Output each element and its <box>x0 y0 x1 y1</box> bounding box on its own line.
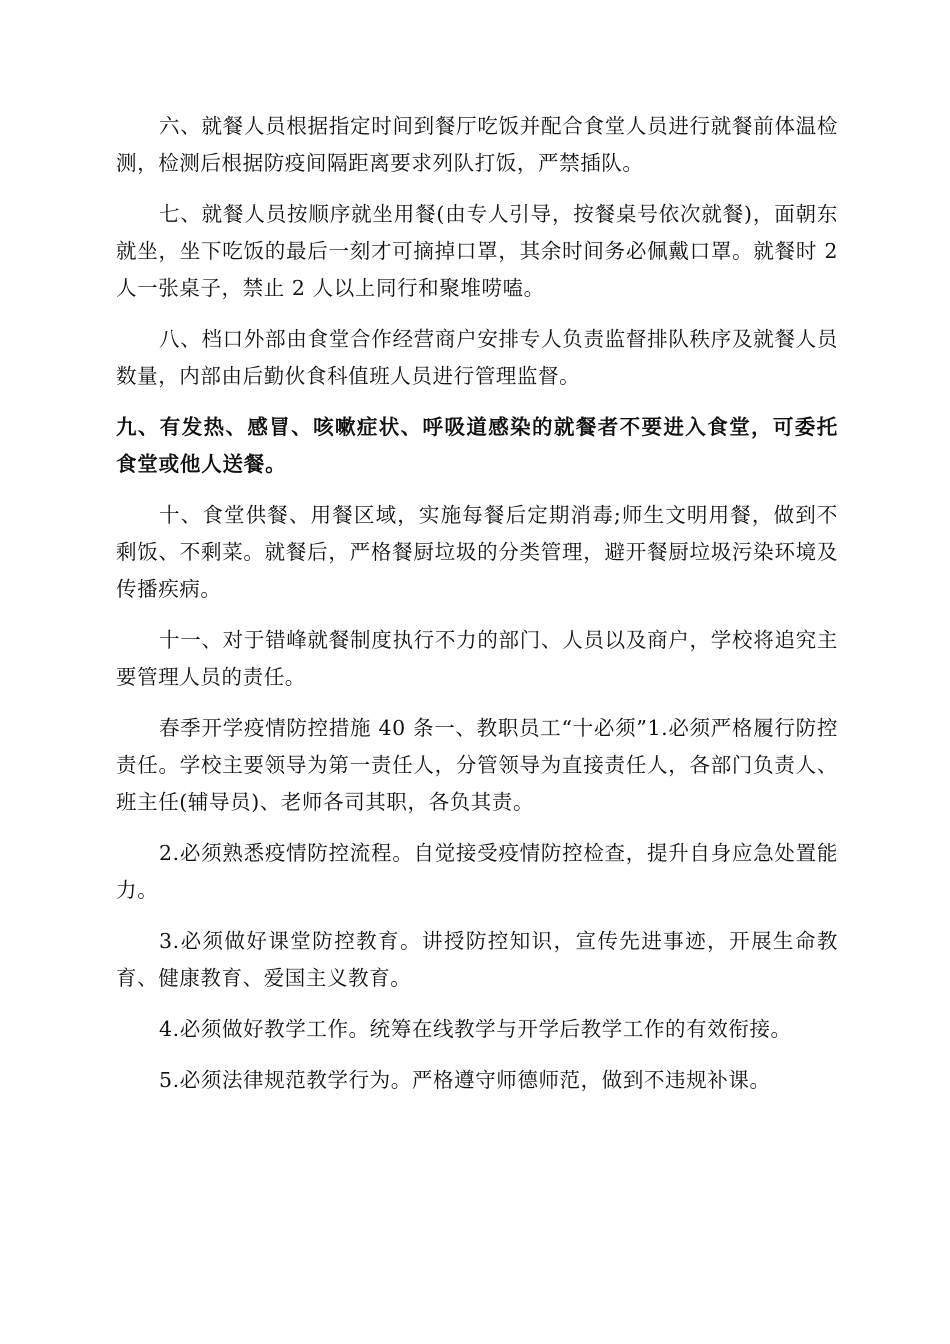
paragraph-eight: 八、档口外部由食堂合作经营商户安排专人负责监督排队秩序及就餐人员数量，内部由后勤伙食科值班人员进行管理监督。 <box>116 327 838 388</box>
paragraph-spring-measures: 春季开学疫情防控措施 40 条一、教职员工“十必须”1.必须严格履行防控责任。学校主要领导为第一责任人，分管领导为直接责任人，各部门负责人、班主任(辅导员)、老师各司其职，各负其责。 <box>116 716 838 814</box>
paragraph-item-5: 5.必须法律规范教学行为。严格遵守师德师范，做到不违规补课。 <box>159 1068 771 1092</box>
paragraph-ten: 十、食堂供餐、用餐区域，实施每餐后定期消毒;师生文明用餐，做到不剩饭、不剩菜。就餐后，严格餐厨垃圾的分类管理，避开餐厨垃圾污染环境及传播疾病。 <box>116 503 838 601</box>
paragraph-seven: 七、就餐人员按顺序就坐用餐(由专人引导，按餐桌号依次就餐)，面朝东就坐，坐下吃饭的最后一刻才可摘掉口罩，其余时间务必佩戴口罩。就餐时 2 人一张桌子，禁止 2 人以上同行和聚堆唠嗑。 <box>116 202 838 300</box>
document-body <box>116 108 838 1113</box>
paragraph-six: 六、就餐人员根据指定时间到餐厅吃饭并配合食堂人员进行就餐前体温检测，检测后根据防疫间隔距离要求列队打饭，严禁插队。 <box>116 114 838 175</box>
paragraph-item-3: 3.必须做好课堂防控教育。讲授防控知识，宣传先进事迹，开展生命教育、健康教育、爱国主义教育。 <box>116 929 838 990</box>
paragraph-nine: 九、有发热、感冒、咳嗽症状、呼吸道感染的就餐者不要进入食堂，可委托食堂或他人送餐。 <box>116 415 838 476</box>
paragraph-item-4: 4.必须做好教学工作。统筹在线教学与开学后教学工作的有效衔接。 <box>159 1017 792 1041</box>
paragraph-item-2: 2.必须熟悉疫情防控流程。自觉接受疫情防控检查，提升自身应急处置能力。 <box>116 841 838 902</box>
paragraph-eleven: 十一、对于错峰就餐制度执行不力的部门、人员以及商户，学校将追究主要管理人员的责任。 <box>116 628 838 689</box>
